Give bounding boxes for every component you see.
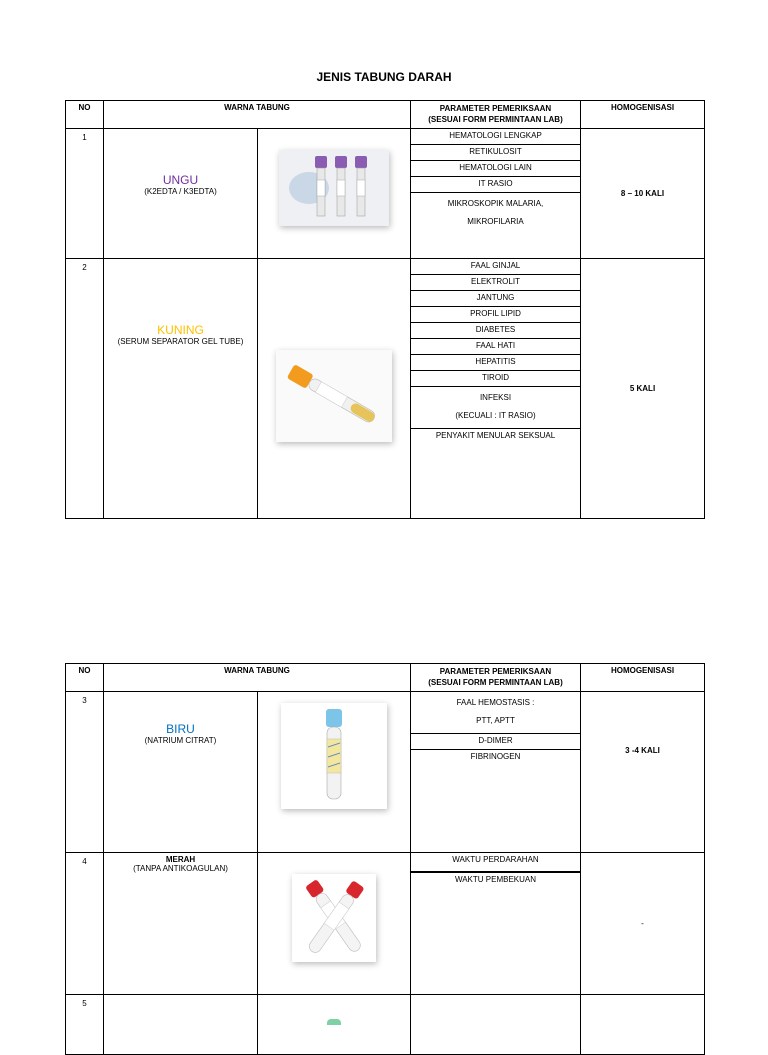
tube-additive: (SERUM SEPARATOR GEL TUBE) <box>117 336 244 346</box>
parameter-item: FIBRINOGEN <box>470 752 521 761</box>
table-row <box>66 853 705 995</box>
parameter-item: DIABETES <box>411 323 580 339</box>
parameter-line: MIKROSKOPIK MALARIA, <box>447 199 544 208</box>
tube-color-cell <box>104 995 258 1055</box>
tube-color-cell <box>104 692 258 853</box>
parameter-item: HEMATOLOGI LENGKAP <box>411 129 580 145</box>
table-header-row <box>66 664 705 692</box>
parameter-item: HEMATOLOGI LAIN <box>411 161 580 177</box>
parameter-item: IT RASIO <box>411 177 580 193</box>
homogenisasi-value: - <box>581 853 705 995</box>
parameter-line: PTT, APTT <box>476 716 515 725</box>
yellow-tube-photo <box>276 350 392 442</box>
blood-tube-table-1 <box>65 100 705 519</box>
tube-color-name: KUNING <box>157 322 204 337</box>
purple-tube-photo <box>279 150 389 226</box>
parameter-item-multiline <box>411 193 580 234</box>
page-title: JENIS TABUNG DARAH <box>316 70 452 84</box>
header-parameter <box>411 101 581 129</box>
parameter-item: PENYAKIT MENULAR SEKSUAL <box>435 431 556 440</box>
homogenisasi-value <box>581 995 705 1055</box>
row-number: 1 <box>66 129 104 259</box>
parameter-line: INFEKSI <box>479 393 512 402</box>
tube-image-cell <box>258 129 411 259</box>
parameter-line: FAAL HEMOSTASIS : <box>456 698 535 707</box>
header-parameter <box>411 664 581 692</box>
blue-tube-photo <box>281 703 387 809</box>
tube-color-name: UNGU <box>162 173 199 187</box>
tube-image-cell <box>258 853 411 995</box>
tube-image-cell <box>258 259 411 519</box>
homogenisasi-value: 5 KALI <box>581 259 705 519</box>
row-number: 5 <box>66 995 104 1055</box>
tube-additive: (TANPA ANTIKOAGULAN) <box>133 864 228 873</box>
row-number: 3 <box>66 692 104 853</box>
blood-tube-table-2 <box>65 663 705 1055</box>
tube-color-name: BIRU <box>166 722 195 736</box>
table-row <box>66 995 705 1055</box>
parameter-item-multiline <box>411 692 580 734</box>
table-row <box>66 692 705 853</box>
parameter-item: FAAL GINJAL <box>411 259 580 275</box>
parameter-list-cell <box>411 129 581 259</box>
tube-image-cell <box>258 995 411 1055</box>
parameter-list-cell <box>411 692 581 853</box>
tube-additive: (K2EDTA / K3EDTA) <box>144 187 217 196</box>
table-row <box>66 129 705 259</box>
parameter-line: MIKROFILARIA <box>467 217 524 226</box>
tube-image-cell <box>258 692 411 853</box>
header-homogenisasi: HOMOGENISASI <box>581 664 705 692</box>
table-row <box>66 259 705 519</box>
parameter-item: D-DIMER <box>411 734 580 750</box>
parameter-line: (KECUALI : IT RASIO) <box>455 411 536 420</box>
parameter-item: RETIKULOSIT <box>411 145 580 161</box>
parameter-list-cell <box>411 853 581 995</box>
row-number: 4 <box>66 853 104 995</box>
header-warna-tabung: WARNA TABUNG <box>104 664 411 692</box>
header-homogenisasi: HOMOGENISASI <box>581 101 705 129</box>
parameter-list-cell <box>411 995 581 1055</box>
homogenisasi-value: 3 -4 KALI <box>581 692 705 853</box>
header-parameter-line1: PARAMETER PEMERIKSAAN <box>439 104 552 113</box>
parameter-item: WAKTU PEMBEKUAN <box>411 872 580 888</box>
homogenisasi-value: 8 – 10 KALI <box>581 129 705 259</box>
tube-color-cell <box>104 853 258 995</box>
parameter-list-cell <box>411 259 581 519</box>
tube-color-cell <box>104 129 258 259</box>
table-header-row <box>66 101 705 129</box>
header-parameter-line2: (SESUAI FORM PERMINTAAN LAB) <box>428 678 563 687</box>
header-parameter-line2: (SESUAI FORM PERMINTAAN LAB) <box>428 115 563 124</box>
parameter-item: JANTUNG <box>411 291 580 307</box>
row-number: 2 <box>66 259 104 519</box>
tube-color-name: MERAH <box>165 855 196 864</box>
parameter-item: ELEKTROLIT <box>411 275 580 291</box>
green-tube-cap <box>327 1019 341 1025</box>
parameter-item: TIROID <box>411 371 580 387</box>
parameter-item: PROFIL LIPID <box>411 307 580 323</box>
parameter-item: HEPATITIS <box>411 355 580 371</box>
tube-additive: (NATRIUM CITRAT) <box>144 736 217 745</box>
parameter-item-multiline <box>411 387 580 429</box>
parameter-item: FAAL HATI <box>411 339 580 355</box>
header-no: NO <box>66 101 104 129</box>
red-tube-photo <box>292 874 376 962</box>
header-warna-tabung: WARNA TABUNG <box>104 101 411 129</box>
parameter-item: WAKTU PERDARAHAN <box>411 853 580 872</box>
tube-color-cell <box>104 259 258 519</box>
header-no: NO <box>66 664 104 692</box>
header-parameter-line1: PARAMETER PEMERIKSAAN <box>439 667 552 676</box>
